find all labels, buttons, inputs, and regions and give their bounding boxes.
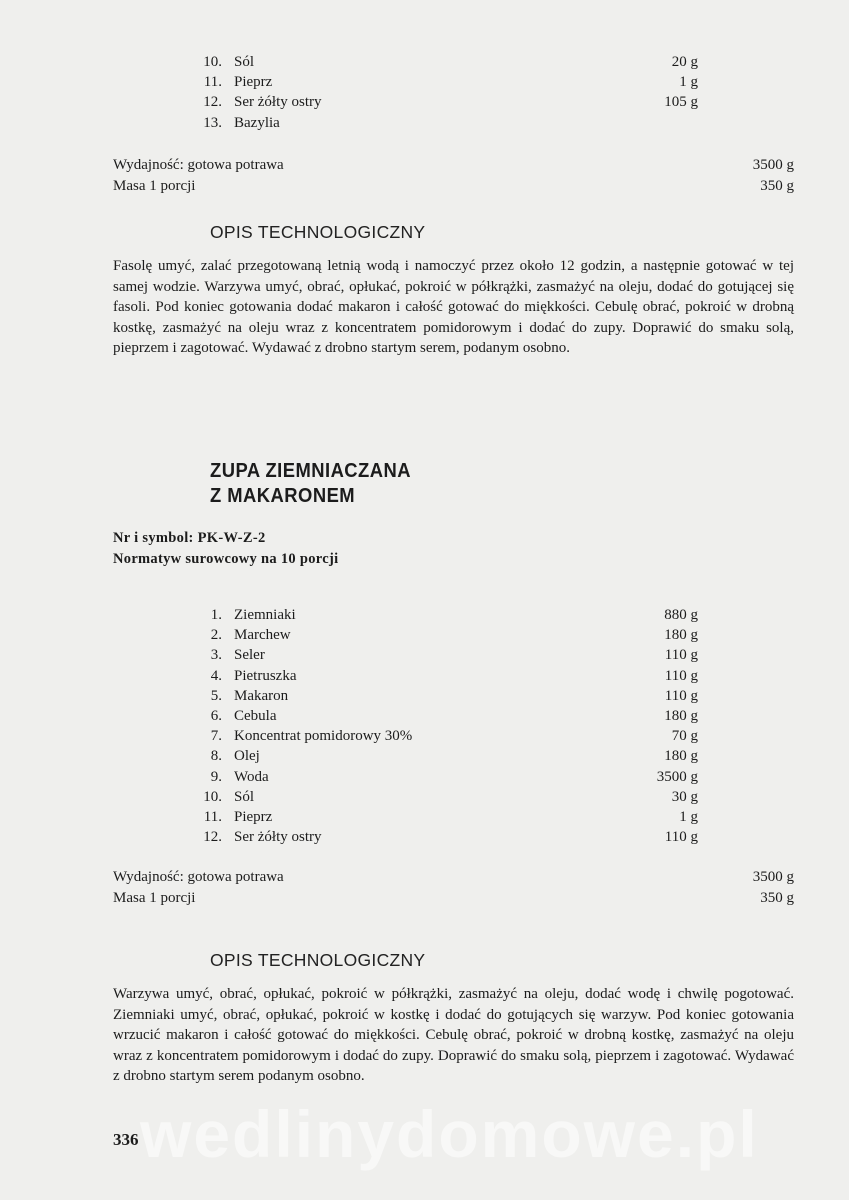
ingredient-name: Bazylia: [234, 114, 280, 131]
ingredient-number: 9.: [210, 768, 222, 785]
ingredient-row: [196, 113, 698, 133]
ingredient-name: Ziemniaki: [234, 607, 296, 623]
ingredient-number: 11.: [203, 74, 222, 91]
ingredient-number: 2.: [210, 627, 222, 644]
portion-mass-row: [113, 888, 794, 909]
ingredient-row: [196, 726, 698, 746]
ingredient-row: [196, 706, 698, 726]
ingredient-quantity: 180 g: [664, 627, 698, 644]
ingredient-quantity: 180 g: [664, 707, 698, 724]
ingredient-row: [196, 666, 698, 686]
ingredient-row: [196, 645, 698, 665]
portion-mass-label: Masa 1 porcji: [113, 177, 196, 194]
ingredient-quantity: 20 g: [671, 54, 698, 70]
ingredient-quantity: 880 g: [664, 607, 698, 623]
ingredient-quantity: 1 g: [679, 74, 698, 91]
recipe-ingredient-list: [196, 605, 698, 847]
ingredient-name: Cebula: [234, 707, 277, 724]
top-yield: [113, 155, 794, 196]
ingredient-name: Koncentrat pomidorowy 30%: [234, 728, 413, 745]
ingredient-name: Seler: [234, 647, 265, 664]
ingredient-number: 3.: [210, 647, 222, 664]
recipe-description: Warzywa umyć, obrać, opłukać, pokroić w półkrążki, zasmażyć na oleju, dodać wodę i chwilę pogotować. Ziemniaki umyć, obrać, opłukać, pokroić w kostkę i dodać do gotujących się warzyw. Pod koniec gotowania wrzucić makaron i całość gotować do miękkości. Cebulę obrać, pokroić w drobną kostkę, zasmażyć na oleju wraz z koncentratem pomidorowym i dodać do zupy. Doprawić do smaku solą, pieprzem i zagotować. Wydawać z drobno startym serem podanym osobno.: [113, 986, 794, 1085]
ingredient-number: 1.: [210, 607, 222, 623]
ingredient-quantity: 180 g: [664, 748, 698, 765]
ingredient-quantity: 105 g: [664, 94, 698, 111]
ingredient-quantity: 110 g: [664, 647, 698, 664]
ingredient-row: [196, 605, 698, 625]
watermark: wedlinydomowe.pl: [140, 1097, 759, 1171]
ingredient-number: 10.: [203, 54, 222, 70]
top-description: Fasolę umyć, zalać przegotowaną letnią wodą i namoczyć przez około 12 godzin, a następnie gotować w tej samej wodzie. Warzywa umyć, obrać, opłukać, pokroić w półkrążki, zasmażyć na oleju, dodać do gotującej się fasoli. Pod koniec gotowania dodać makaron i całość gotować do miękkości. Cebulę obrać, pokroić w drobną kostkę, zasmażyć na oleju wraz z koncentratem pomidorowym i dodać do zupy. Doprawić do smaku solą, pieprzem i zagotować. Wydawać z drobno startym serem, podanym osobno.: [113, 258, 794, 357]
ingredient-name: Ser żółty ostry: [234, 94, 322, 111]
ingredient-name: Sól: [234, 788, 255, 805]
ingredient-number: 4.: [210, 667, 222, 684]
ingredient-name: Pieprz: [234, 808, 273, 825]
ingredient-quantity: 110 g: [664, 829, 698, 846]
recipe-title-line2: Z MAKARONEM: [210, 485, 356, 507]
ingredient-number: 12.: [203, 94, 222, 111]
yield-output-value: 3500 g: [752, 869, 794, 885]
ingredient-name: Marchew: [234, 627, 291, 644]
ingredient-row: [196, 746, 698, 766]
ingredient-row: [196, 625, 698, 645]
ingredient-row: [196, 787, 698, 807]
ingredient-number: 11.: [203, 808, 222, 825]
recipe-symbol: Nr i symbol: PK-W-Z-2: [113, 530, 266, 546]
ingredient-row: [196, 52, 698, 72]
portion-mass-label: Masa 1 porcji: [113, 889, 196, 906]
portion-mass-value: 350 g: [760, 889, 794, 906]
ingredient-row: [196, 767, 698, 787]
ingredient-name: Sól: [234, 54, 255, 70]
ingredient-name: Woda: [234, 768, 269, 785]
recipe-title: [210, 459, 411, 509]
ingredient-name: Makaron: [234, 687, 289, 704]
yield-output-value: 3500 g: [752, 157, 794, 173]
yield-output-label: Wydajność: gotowa potrawa: [113, 869, 284, 885]
ingredient-quantity: 110 g: [664, 667, 698, 684]
ingredient-number: 13.: [203, 114, 222, 131]
top-section-heading: OPIS TECHNOLOGICZNY: [210, 222, 426, 242]
ingredient-name: Pietruszka: [234, 667, 297, 684]
portion-mass-row: [113, 176, 794, 197]
top-ingredient-list: [196, 52, 698, 133]
ingredient-quantity: 70 g: [671, 728, 698, 745]
ingredient-quantity: 3500 g: [656, 768, 698, 785]
recipe-norm: Normatyw surowcowy na 10 porcji: [113, 551, 339, 567]
ingredient-row: [196, 686, 698, 706]
recipe-section-heading: OPIS TECHNOLOGICZNY: [210, 950, 426, 970]
ingredient-number: 8.: [210, 748, 222, 765]
ingredient-number: 5.: [210, 687, 222, 704]
recipe-yield: [113, 867, 794, 908]
ingredient-quantity: 110 g: [664, 687, 698, 704]
ingredient-row: [196, 92, 698, 112]
ingredient-name: Olej: [234, 748, 260, 765]
page-number: 336: [113, 1130, 139, 1149]
yield-output-row: [113, 155, 794, 176]
ingredient-quantity: 1 g: [679, 808, 698, 825]
ingredient-quantity: 30 g: [671, 788, 698, 805]
ingredient-name: Ser żółty ostry: [234, 829, 322, 846]
ingredient-number: 10.: [203, 788, 222, 805]
ingredient-row: [196, 807, 698, 827]
ingredient-number: 6.: [210, 707, 222, 724]
yield-output-row: [113, 867, 794, 888]
ingredient-number: 12.: [203, 829, 222, 846]
ingredient-name: Pieprz: [234, 74, 273, 91]
yield-output-label: Wydajność: gotowa potrawa: [113, 157, 284, 173]
ingredient-row: [196, 72, 698, 92]
ingredient-number: 7.: [210, 728, 222, 745]
portion-mass-value: 350 g: [760, 177, 794, 194]
ingredient-row: [196, 827, 698, 847]
recipe-title-line1: ZUPA ZIEMNIACZANA: [210, 460, 412, 482]
